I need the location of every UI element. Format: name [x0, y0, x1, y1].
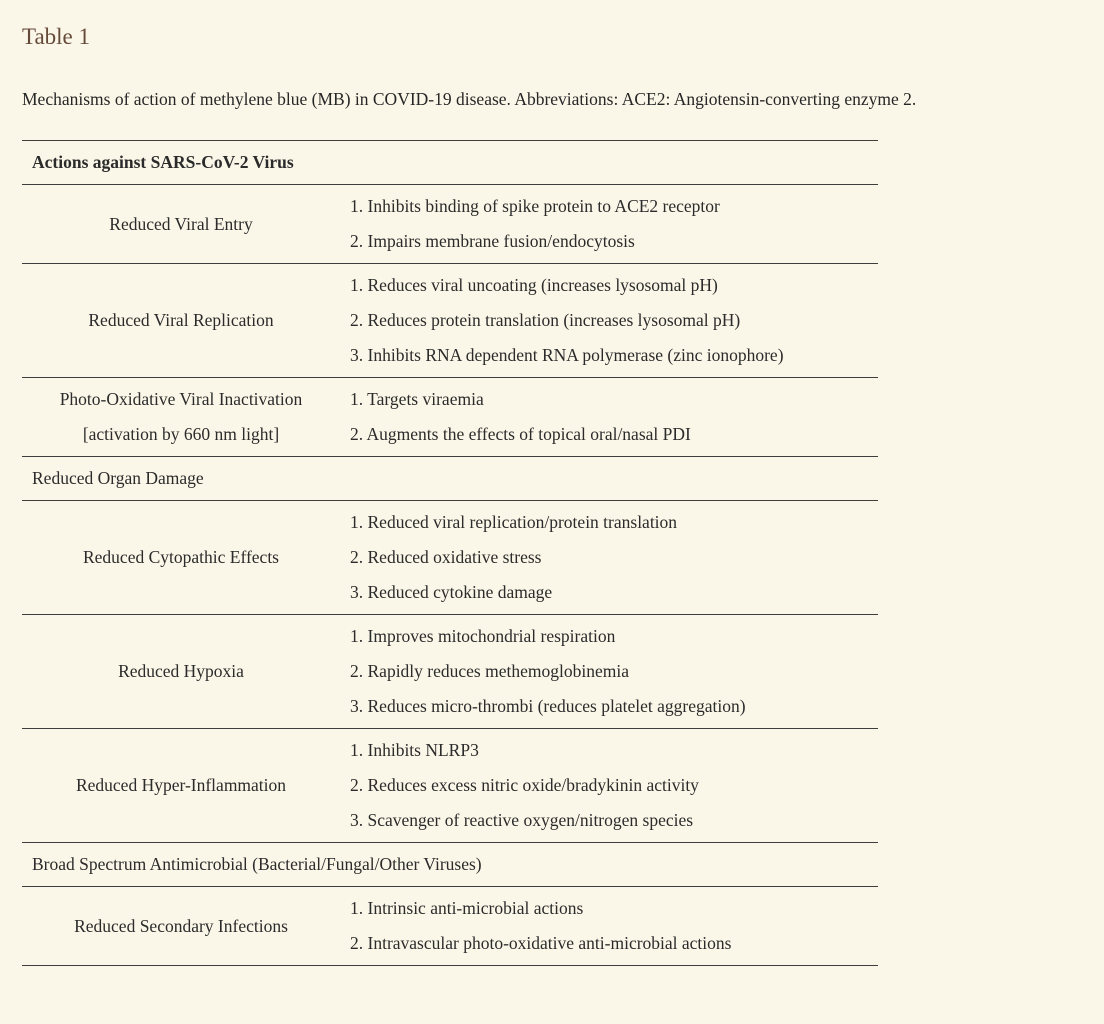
- table-title: Table 1: [22, 24, 91, 49]
- row-label: [22, 268, 340, 373]
- row-label: [22, 733, 340, 838]
- row-label-line: Reduced Cytopathic Effects: [82, 547, 279, 567]
- table-row: [22, 614, 878, 728]
- row-item: 1. Inhibits NLRP3: [350, 740, 479, 760]
- row-item: 3. Reduced cytokine damage: [350, 582, 553, 602]
- row-item: 1. Targets viraemia: [350, 389, 484, 409]
- row-items: [340, 505, 878, 610]
- row-items: [340, 382, 878, 452]
- table-caption: Mechanisms of action of methylene blue (MB) in COVID-19 disease. Abbreviations: ACE2: Angiotensin-converting enzyme 2.: [22, 89, 917, 109]
- row-label-line: Photo-Oxidative Viral Inactivation: [59, 389, 303, 409]
- row-item: 2. Rapidly reduces methemoglobinemia: [350, 661, 629, 681]
- row-items: [340, 733, 878, 838]
- row-item: 1. Inhibits binding of spike protein to ACE2 receptor: [350, 196, 720, 216]
- row-item: 2. Reduces excess nitric oxide/bradykinin activity: [350, 775, 699, 795]
- row-item: 3. Inhibits RNA dependent RNA polymerase (zinc ionophore): [350, 345, 784, 365]
- row-items: [340, 891, 878, 961]
- row-label: [22, 189, 340, 259]
- row-label-line: Reduced Hyper-Inflammation: [75, 775, 287, 795]
- row-item: 1. Improves mitochondrial respiration: [350, 626, 616, 646]
- table-section-header: Broad Spectrum Antimicrobial (Bacterial/Fungal/Other Viruses): [22, 842, 878, 886]
- table-section-header: Actions against SARS-CoV-2 Virus: [22, 140, 878, 184]
- row-label: [22, 505, 340, 610]
- row-item: 2. Augments the effects of topical oral/nasal PDI: [350, 424, 691, 444]
- row-item: 3. Scavenger of reactive oxygen/nitrogen species: [350, 810, 694, 830]
- row-item: 2. Reduces protein translation (increases lysosomal pH): [350, 310, 741, 330]
- row-item: 1. Intrinsic anti-microbial actions: [350, 898, 584, 918]
- row-label-line: [activation by 660 nm light]: [82, 424, 280, 444]
- row-item: 3. Reduces micro-thrombi (reduces platelet aggregation): [350, 696, 746, 716]
- row-item: 2. Intravascular photo-oxidative anti-microbial actions: [350, 933, 732, 953]
- table-row: [22, 500, 878, 614]
- row-label-line: Reduced Hypoxia: [118, 661, 244, 681]
- table-row: [22, 377, 878, 456]
- row-items: [340, 268, 878, 373]
- row-item: 1. Reduces viral uncoating (increases lysosomal pH): [350, 275, 718, 295]
- table-row: [22, 184, 878, 263]
- table-row: [22, 728, 878, 842]
- row-item: 2. Reduced oxidative stress: [350, 547, 542, 567]
- table-row: [22, 263, 878, 377]
- row-label: [22, 619, 340, 724]
- table-section-header: Reduced Organ Damage: [22, 456, 878, 500]
- row-item: 1. Reduced viral replication/protein translation: [350, 512, 678, 532]
- mechanisms-table: [22, 140, 878, 966]
- row-item: 2. Impairs membrane fusion/endocytosis: [350, 231, 635, 251]
- row-items: [340, 619, 878, 724]
- row-label-line: Reduced Viral Entry: [109, 213, 253, 234]
- row-label: [22, 382, 340, 452]
- row-label: [22, 891, 340, 961]
- table-row: [22, 886, 878, 965]
- row-items: [340, 189, 878, 259]
- row-label-line: Reduced Viral Replication: [88, 310, 274, 330]
- row-label-line: Reduced Secondary Infections: [74, 915, 288, 936]
